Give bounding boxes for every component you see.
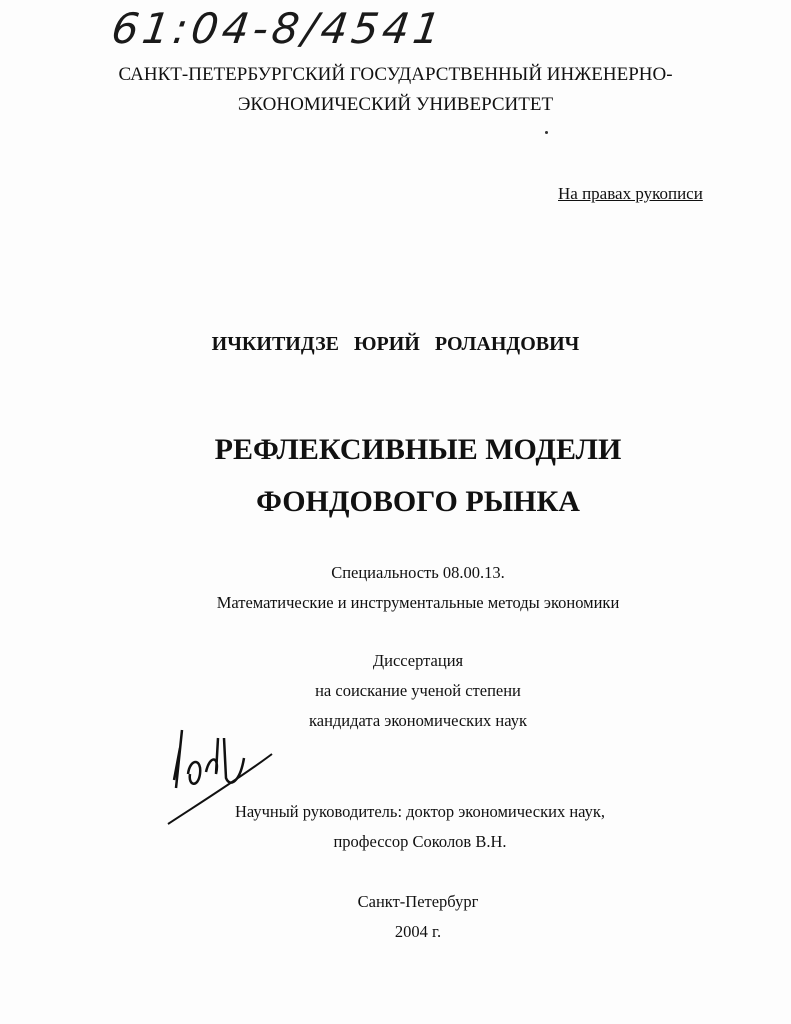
supervisor-block <box>2 797 791 857</box>
degree-block <box>0 646 791 736</box>
title-line-1: РЕФЛЕКСИВНЫЕ МОДЕЛИ <box>214 433 622 466</box>
specialty-block <box>0 558 791 618</box>
supervisor-line-1: Научный руководитель: доктор экономических наук, <box>234 802 606 821</box>
city: Санкт-Петербург <box>357 892 479 911</box>
title-line-2: ФОНДОВОГО РЫНКА <box>256 485 580 518</box>
author-name: ИЧКИТИДЗЕ ЮРИЙ РОЛАНДОВИЧ <box>211 333 580 355</box>
degree-line-2: на соискание ученой степени <box>315 681 521 700</box>
year: 2004 г. <box>394 922 442 941</box>
degree-line-3: кандидата экономических наук <box>308 711 527 730</box>
city-year-block <box>0 887 791 947</box>
supervisor-line-2: профессор Соколов В.Н. <box>333 832 507 851</box>
rights-notice: На правах рукописи <box>558 184 703 203</box>
university-line-2: ЭКОНОМИЧЕСКИЙ УНИВЕРСИТЕТ <box>237 94 554 115</box>
specialty-code: Специальность 08.00.13. <box>331 563 505 582</box>
scan-speck <box>545 131 548 134</box>
degree-line-1: Диссертация <box>372 651 464 670</box>
registry-code: 61:04-8/4541 <box>108 4 448 53</box>
specialty-name: Математические и инструментальные методы экономики <box>216 593 620 612</box>
university-line-1: САНКТ-ПЕТЕРБУРГСКИЙ ГОСУДАРСТВЕННЫЙ ИНЖЕНЕРНО- <box>118 64 673 85</box>
dissertation-title <box>0 424 791 528</box>
university-name <box>0 60 791 120</box>
